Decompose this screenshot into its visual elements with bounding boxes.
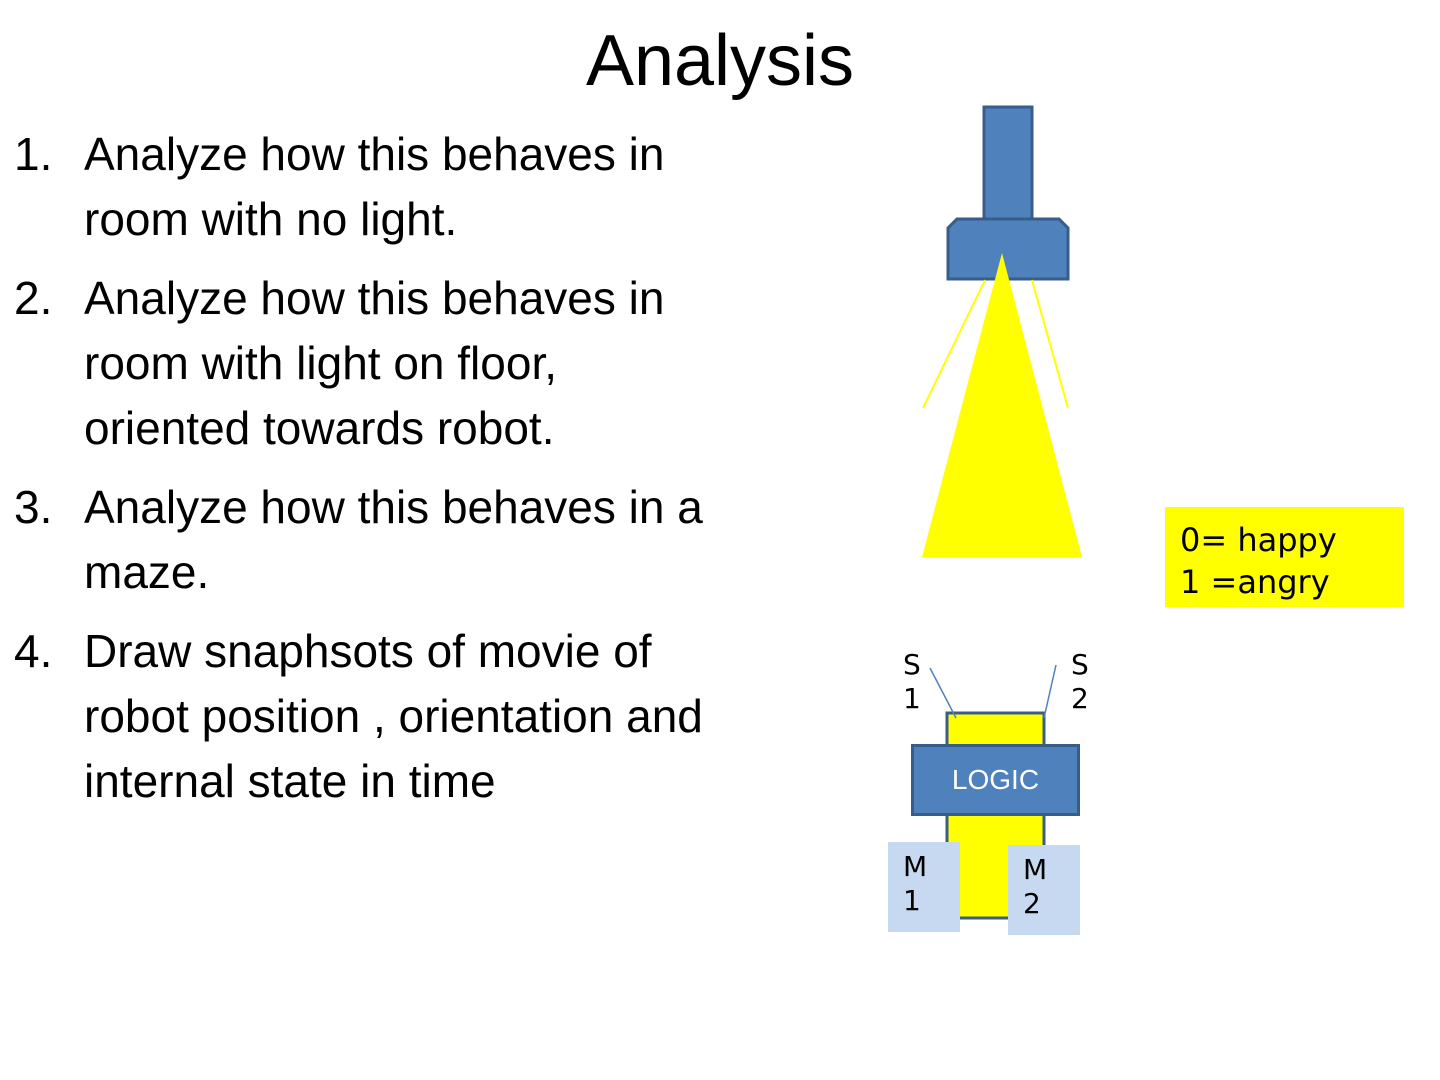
- sensor-line-right: [1044, 665, 1056, 718]
- lamp-post: [984, 107, 1032, 219]
- motor-m1-label-line: M: [903, 850, 928, 883]
- sensor-line-left: [930, 668, 956, 718]
- list-item-line: Analyze how this behaves in a: [84, 481, 703, 533]
- list-item-line: Draw snaphsots of movie of: [84, 625, 652, 677]
- list-number: 2.: [14, 272, 53, 324]
- motor-m2-label-line: M: [1023, 853, 1048, 886]
- list-number: 3.: [14, 481, 53, 533]
- motor-m2-label-line: 2: [1023, 887, 1041, 920]
- light-beam: [922, 253, 1082, 557]
- lamp-head: [948, 219, 1068, 279]
- sensor-s1-label: S 1: [903, 648, 921, 715]
- list-number: 1.: [14, 128, 53, 180]
- list-item-line: maze.: [84, 546, 210, 598]
- legend-line-angry: 1 =angry: [1180, 563, 1330, 601]
- list-item-line: robot position , orientation and: [84, 690, 703, 742]
- list-item-line: Analyze how this behaves in: [84, 272, 665, 324]
- list-number: 4.: [14, 625, 53, 677]
- sensor-s2-label: S 2: [1071, 648, 1089, 715]
- state-legend: [1165, 507, 1404, 607]
- legend-line-happy: 0= happy: [1180, 521, 1337, 559]
- list-item-line: room with no light.: [84, 193, 458, 245]
- motor-m1-label-line: 1: [903, 884, 921, 917]
- motor-m1: [888, 842, 960, 932]
- list-item-line: Analyze how this behaves in: [84, 128, 665, 180]
- list-item-line: room with light on floor,: [84, 337, 558, 389]
- list-item-line: internal state in time: [84, 755, 496, 807]
- motor-m2: [1008, 845, 1080, 935]
- logic-block: LOGIC: [911, 744, 1080, 816]
- list-item-line: oriented towards robot.: [84, 402, 555, 454]
- page-title: Analysis: [585, 21, 855, 101]
